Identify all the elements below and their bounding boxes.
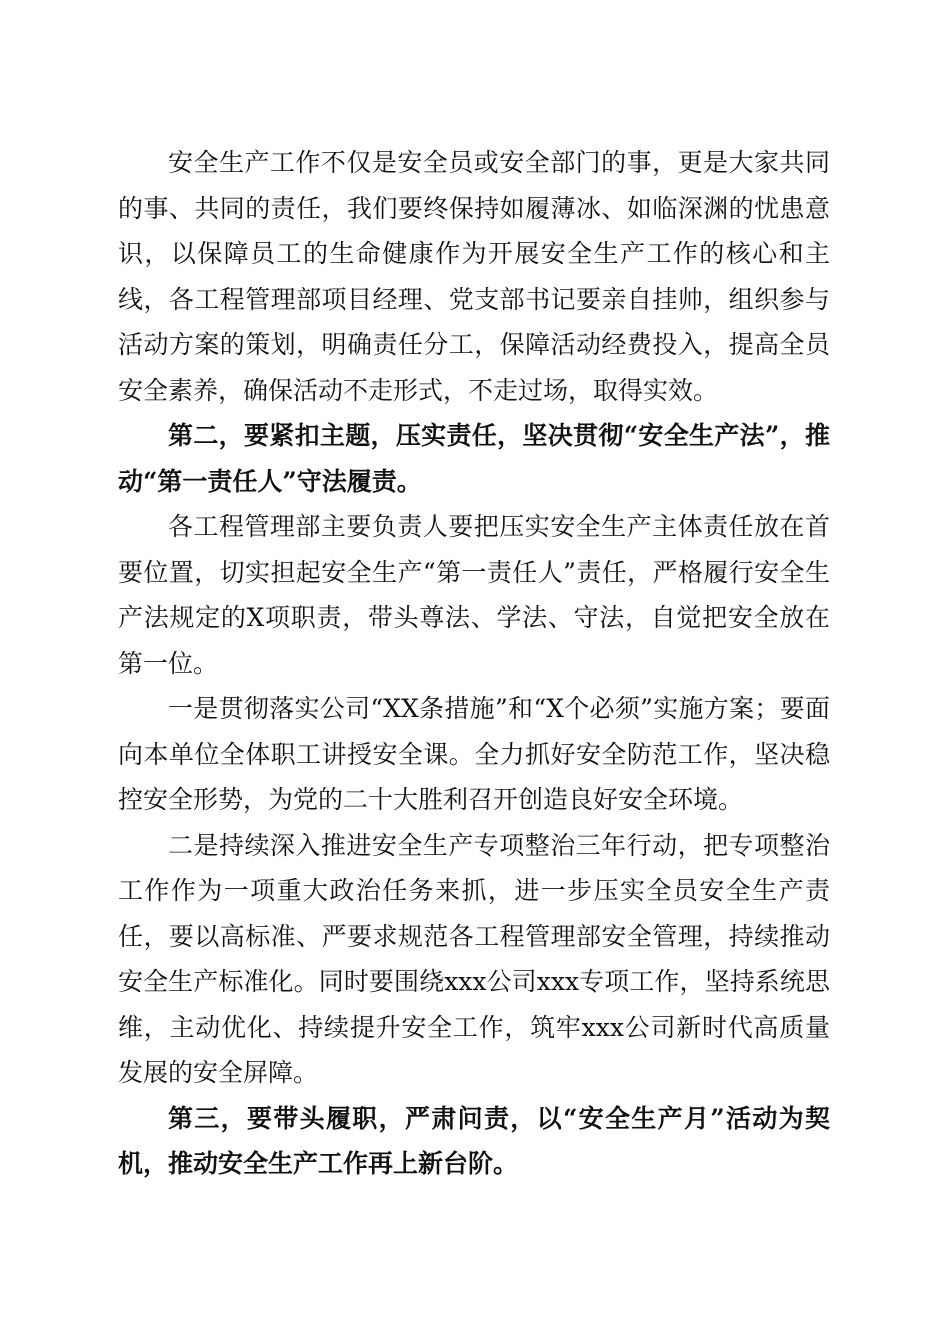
paragraph-point-two: 二是持续深入推进安全生产专项整治三年行动，把专项整治工作作为一项重大政治任务来抓，进一步压实全员安全生产责任，要以高标准、严要求规范各工程管理部安全管理，持续推动安全生产标准化。同时要围绕xxx公司xxx专项工作，坚持系统思维，主动优化、持续提升安全工作，筑牢xxx公司新时代高质量发展的安全屏障。 — [118, 830, 830, 1087]
document-body — [118, 140, 830, 1187]
paragraph-point-one: 一是贯彻落实公司“XX条措施”和“X个必须”实施方案；要面向本单位全体职工讲授安全课。全力抓好安全防范工作，坚决稳控安全形势，为党的二十大胜利召开创造良好安全环境。 — [118, 694, 830, 814]
paragraph-first-responsible-person: 各工程管理部主要负责人要把压实安全生产主体责任放在首要位置，切实担起安全生产“第一责任人”责任，严格履行安全生产法规定的X项职责，带头尊法、学法、守法，自觉把安全放在第一位。 — [118, 512, 830, 678]
section-heading-second: 第二，要紧扣主题，压实责任，坚决贯彻“安全生产法”，推动“第一责任人”守法履责。 — [118, 421, 830, 496]
section-heading-third: 第三，要带头履职，严肃问责，以“安全生产月”活动为契机，推动安全生产工作再上新台阶。 — [118, 1103, 830, 1178]
paragraph-safety-responsibility: 安全生产工作不仅是安全员或安全部门的事，更是大家共同的事、共同的责任，我们要终保持如履薄冰、如临深渊的忧患意识，以保障员工的生命健康作为开展安全生产工作的核心和主线，各工程管理部项目经理、党支部书记要亲自挂帅，组织参与活动方案的策划，明确责任分工，保障活动经费投入，提高全员安全素养，确保活动不走形式，不走过场，取得实效。 — [118, 148, 830, 405]
